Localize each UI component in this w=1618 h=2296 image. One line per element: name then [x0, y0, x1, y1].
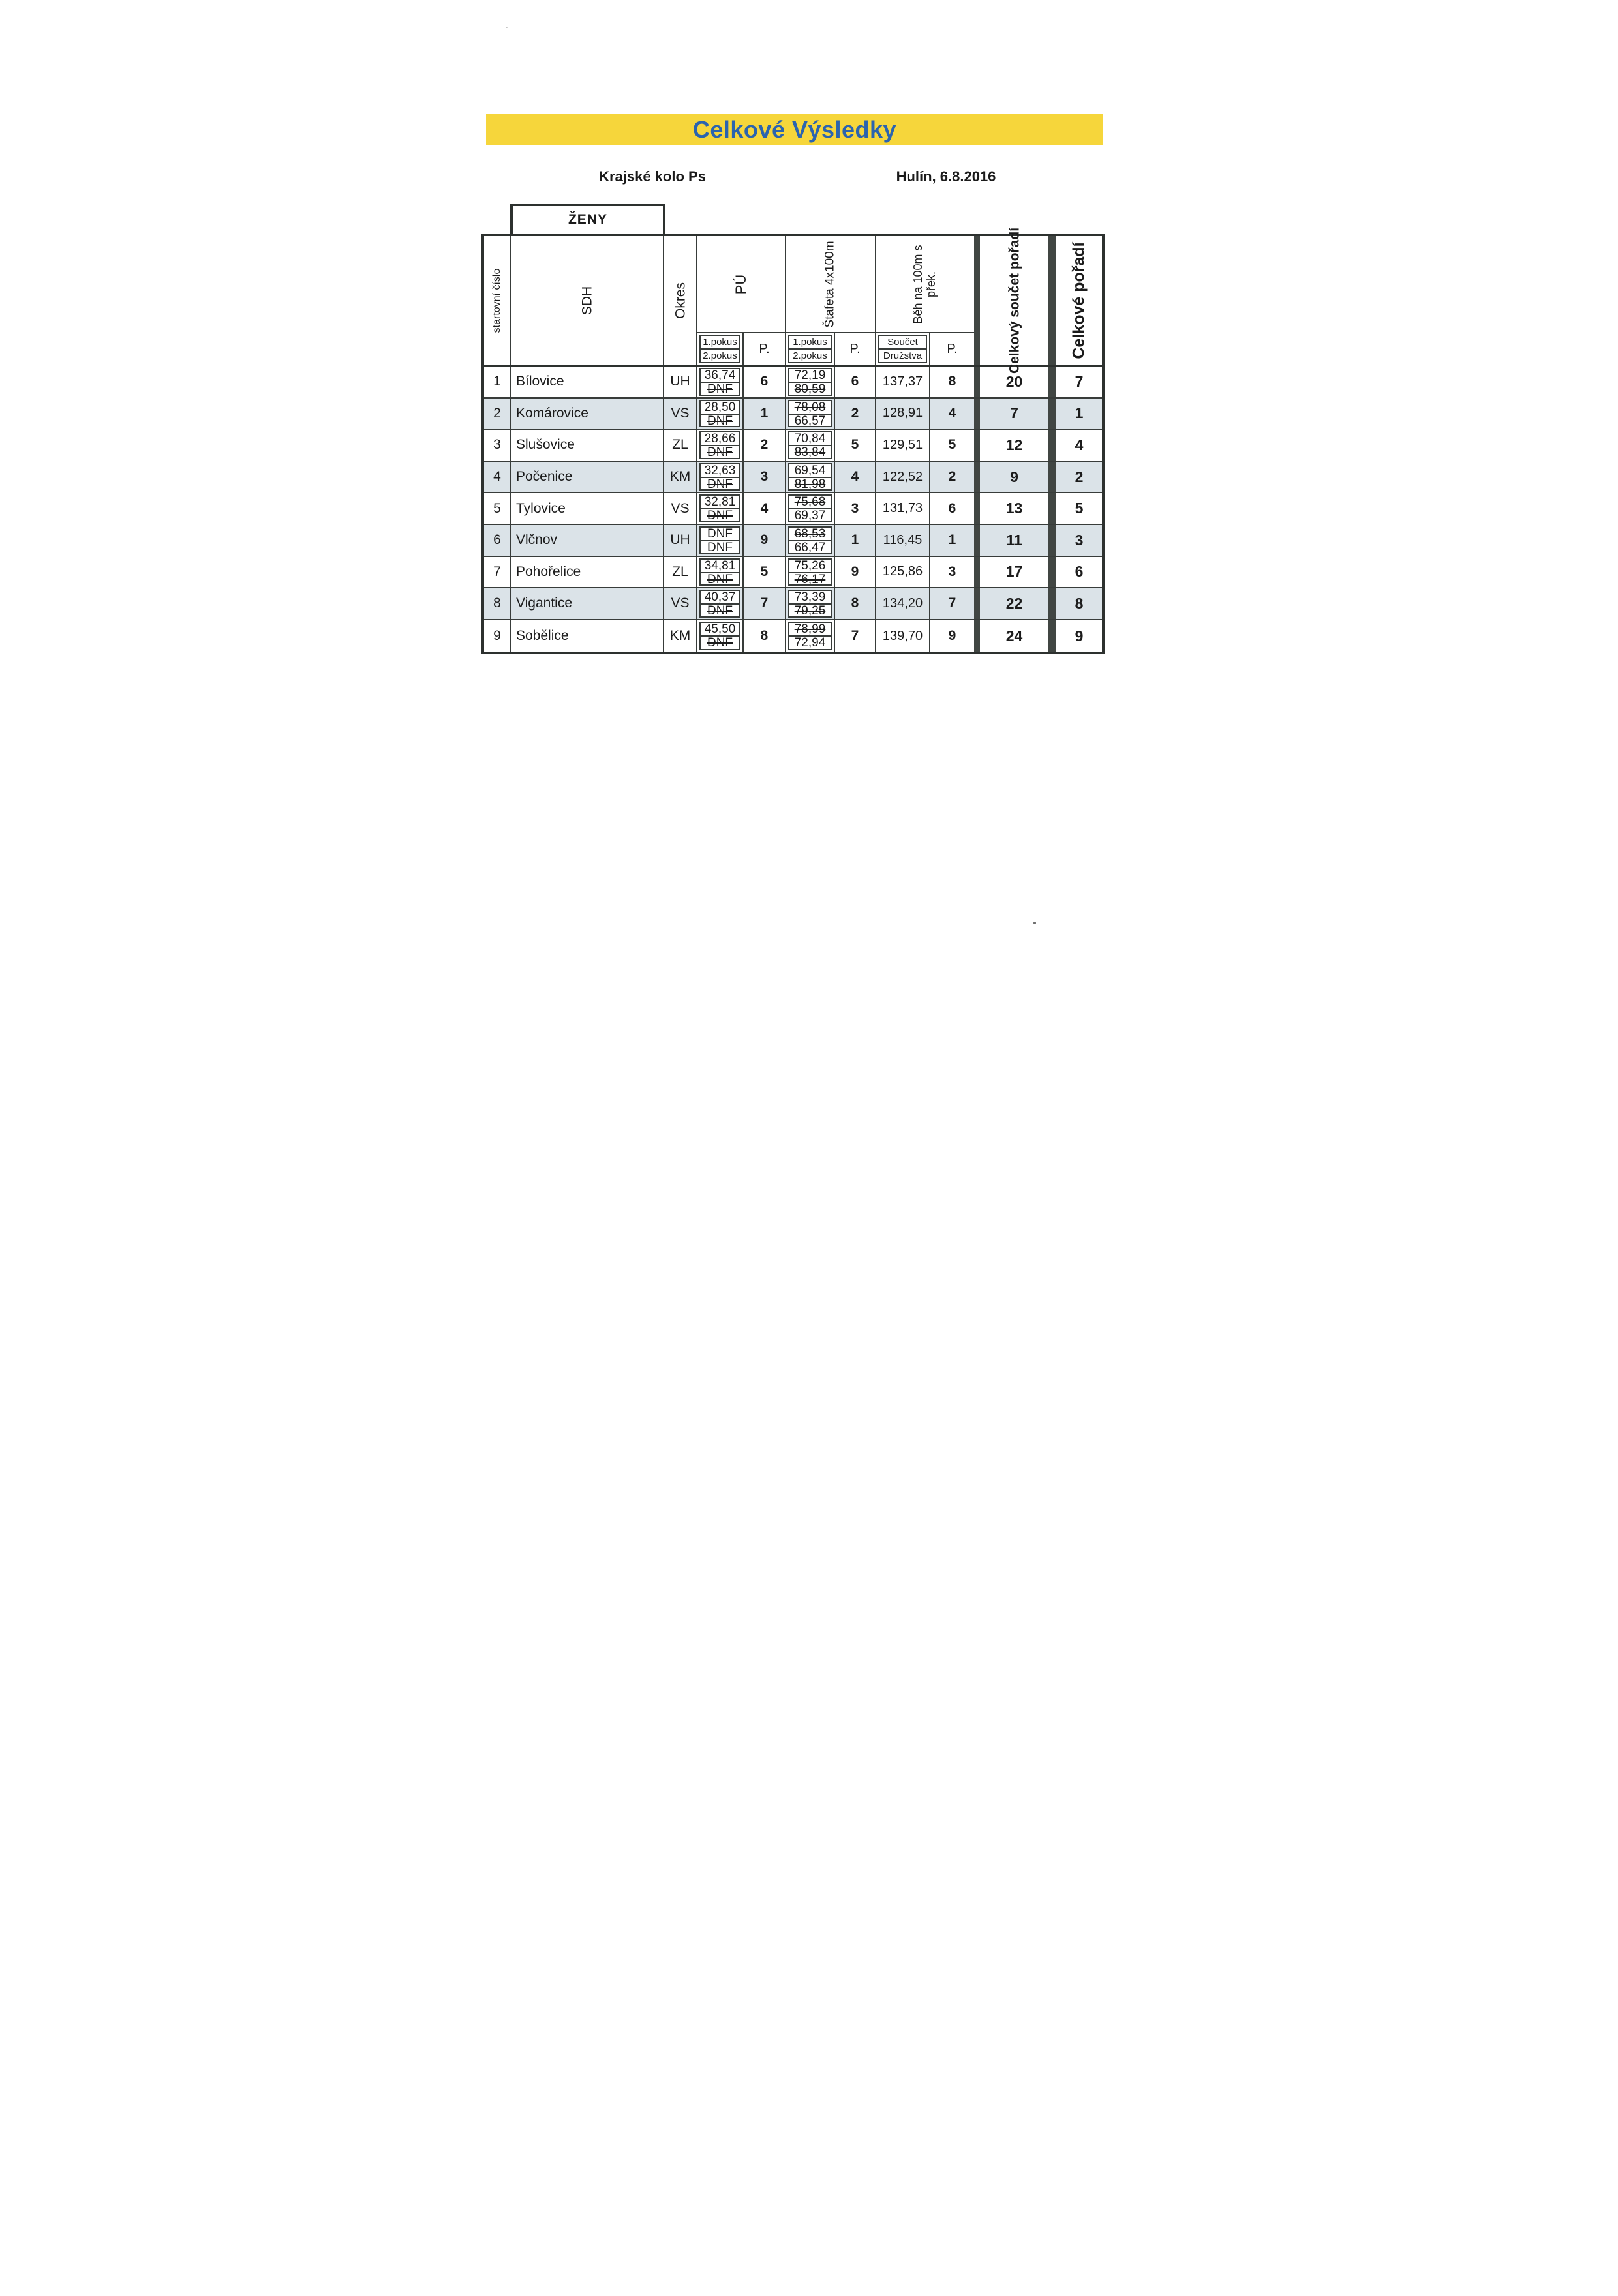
- pu-rank-cell: 9: [744, 525, 786, 556]
- pu-attempts-cell: [697, 493, 744, 524]
- table-row: [484, 399, 1102, 430]
- relay-rank-cell: 2: [835, 399, 876, 429]
- total-points-cell: 7: [980, 399, 1048, 429]
- relay-attempt-1: 78,99: [789, 623, 831, 637]
- pu-attempt-box: [699, 431, 740, 459]
- attempt1-label: 1.pokus: [789, 336, 831, 350]
- start-number-cell: 8: [484, 588, 511, 619]
- separator-bar: [974, 620, 980, 652]
- table-row: [484, 620, 1102, 652]
- relay-attempt-1: 75,68: [789, 496, 831, 509]
- team-name-cell: Vigantice: [511, 588, 664, 619]
- pu-rank-cell: 7: [744, 588, 786, 619]
- pu-attempt-box: [699, 526, 740, 554]
- district-cell: KM: [664, 620, 697, 652]
- header-group-run: [876, 236, 974, 365]
- relay-attempt-box: [788, 463, 832, 491]
- header-overall-rank: [1056, 236, 1102, 365]
- pu-attempt-1: 40,37: [701, 591, 739, 605]
- relay-attempt-box: [788, 622, 832, 651]
- overall-rank-cell: 1: [1056, 399, 1102, 429]
- relay-attempts-cell: [786, 367, 835, 397]
- team-name-cell: Slušovice: [511, 430, 664, 461]
- pu-attempt-1: 45,50: [701, 623, 739, 637]
- separator-bar: [974, 557, 980, 588]
- overall-rank-cell: 2: [1056, 462, 1102, 492]
- separator-bar: [1048, 367, 1056, 397]
- attempt2-label: 2.pokus: [703, 350, 737, 361]
- pu-rank-cell: 3: [744, 462, 786, 492]
- run-sum-cell: 129,51: [876, 430, 930, 461]
- separator-bar: [1048, 236, 1056, 365]
- pu-attempt-2: DNF: [707, 604, 733, 618]
- overall-rank-cell: 8: [1056, 588, 1102, 619]
- header-relay: [786, 236, 875, 333]
- relay-attempt-1: 78,08: [789, 401, 831, 415]
- scanned-results-page: [404, 0, 1214, 1148]
- pu-rank-cell: 2: [744, 430, 786, 461]
- separator-bar: [974, 430, 980, 461]
- table-body: [484, 367, 1102, 652]
- relay-attempt-box: [788, 431, 832, 459]
- relay-rank-cell: 7: [835, 620, 876, 652]
- district-cell: KM: [664, 462, 697, 492]
- header-overall-rank-label: Celkové pořadí: [1069, 241, 1088, 359]
- start-number-cell: 4: [484, 462, 511, 492]
- overall-rank-cell: 9: [1075, 627, 1084, 644]
- team-name-cell: Počenice: [511, 462, 664, 492]
- relay-rank-cell: 1: [835, 525, 876, 556]
- relay-attempt-1: 73,39: [789, 591, 831, 605]
- run-rank-cell: 6: [948, 500, 956, 516]
- separator-bar: [1048, 493, 1056, 524]
- separator-bar: [974, 588, 980, 619]
- category-label: ŽENY: [568, 212, 607, 227]
- header-relay-subrow: [786, 333, 875, 365]
- relay-rank-cell: 9: [835, 557, 876, 588]
- total-points-cell: 13: [1005, 500, 1023, 517]
- table-row: [484, 430, 1102, 462]
- separator-bar: [1048, 588, 1056, 619]
- table-header: [484, 227, 1102, 374]
- run-rank-cell: 8: [948, 374, 956, 389]
- pu-rank-cell: 6: [744, 367, 786, 397]
- pu-rank-cell: 4: [744, 493, 786, 524]
- overall-rank-cell: 3: [1056, 525, 1102, 556]
- pu-attempts-cell: [697, 367, 744, 397]
- pu-rank-cell: 1: [744, 399, 786, 429]
- pu-attempts-cell: [697, 525, 744, 556]
- relay-rank-cell: 8: [835, 588, 876, 619]
- header-relay-label: Štafeta 4x100m: [823, 240, 837, 328]
- separator-bar: [1048, 557, 1056, 588]
- run-rank-cell: 5: [948, 437, 956, 453]
- relay-attempt-box: [788, 368, 832, 396]
- event-name: Krajské kolo Ps: [599, 168, 706, 185]
- relay-attempt-1: 70,84: [789, 432, 831, 446]
- category-box: [510, 204, 665, 236]
- run-sum-header-box: [878, 335, 927, 363]
- relay-attempt-box: [788, 400, 832, 428]
- team-name-cell: Sobělice: [511, 620, 664, 652]
- total-points-cell: 20: [1005, 372, 1023, 390]
- relay-attempt-2: 81,98: [794, 477, 826, 491]
- scan-speck: [1033, 922, 1036, 924]
- team-name-cell: Bílovice: [511, 367, 664, 397]
- relay-attempt-1: 72,19: [789, 369, 831, 383]
- pu-attempt-box: [699, 400, 740, 428]
- header-relay-attempts: [786, 333, 835, 365]
- total-points-cell: 17: [1005, 563, 1023, 581]
- run-sum-cell: 125,86: [876, 557, 930, 588]
- table-row: [484, 525, 1102, 557]
- pu-attempt-1: DNF: [701, 528, 739, 541]
- pu-attempt-1: 32,63: [701, 464, 739, 478]
- run-rank-cell: 3: [948, 564, 956, 579]
- district-cell: UH: [664, 367, 697, 397]
- pu-attempt-1: 32,81: [701, 496, 739, 509]
- relay-attempts-cell: [786, 462, 835, 492]
- relay-rank-cell: 6: [835, 367, 876, 397]
- team-name-cell: Komárovice: [511, 399, 664, 429]
- relay-attempt-2: 66,57: [794, 414, 826, 428]
- total-points-cell: 9: [980, 462, 1048, 492]
- run-rank-cell: 1: [930, 525, 974, 556]
- header-run-label: Běh na 100m s přek.: [911, 244, 938, 324]
- pu-attempt-2: DNF: [707, 636, 733, 650]
- start-number-cell: 7: [484, 557, 511, 588]
- table-row: [484, 367, 1102, 399]
- sum-teams-label: Družstva: [883, 350, 923, 361]
- header-run: [876, 236, 974, 333]
- run-sum-cell: 131,73: [876, 493, 930, 524]
- relay-attempts-cell: [786, 430, 835, 461]
- pu-attempts-cell: [697, 620, 744, 652]
- start-number-cell: 1: [484, 367, 511, 397]
- relay-attempt-box: [788, 494, 832, 522]
- separator-bar: [1048, 525, 1056, 556]
- team-name-cell: Tylovice: [511, 493, 664, 524]
- event-location-date: Hulín, 6.8.2016: [896, 168, 996, 185]
- pu-attempts-cell: [697, 430, 744, 461]
- table-row: [484, 462, 1102, 494]
- relay-attempt-box: [788, 526, 832, 554]
- district-cell: ZL: [664, 557, 697, 588]
- pu-attempt-2: DNF: [707, 540, 733, 554]
- overall-rank-cell: 5: [1075, 500, 1084, 517]
- header-group-pu: [697, 236, 786, 365]
- run-sum-cell: 116,45: [876, 525, 930, 556]
- district-cell: VS: [664, 588, 697, 619]
- overall-rank-cell: 6: [1075, 563, 1084, 581]
- run-sum-cell: 128,91: [876, 399, 930, 429]
- pu-attempt-box: [699, 368, 740, 396]
- pu-attempt-1: 36,74: [701, 369, 739, 383]
- pu-attempt-2: DNF: [707, 382, 733, 396]
- run-rank-cell: 2: [930, 462, 974, 492]
- district-cell: ZL: [664, 430, 697, 461]
- relay-rank-cell: 3: [835, 493, 876, 524]
- relay-attempt-2: 69,37: [794, 509, 826, 523]
- header-total-sum-label: Celkový součet pořadí: [1006, 227, 1022, 374]
- pu-attempts-cell: [697, 557, 744, 588]
- relay-attempt-2: 83,84: [794, 446, 826, 460]
- start-number-cell: 9: [484, 620, 511, 652]
- pu-attempt-2: DNF: [707, 446, 733, 460]
- start-number-cell: 2: [484, 399, 511, 429]
- relay-attempt-1: 68,53: [789, 528, 831, 541]
- relay-rank-cell: 4: [835, 462, 876, 492]
- header-run-subrow: [876, 333, 974, 365]
- relay-attempt-1: 75,26: [789, 560, 831, 573]
- start-number-cell: 3: [484, 430, 511, 461]
- header-pu-attempts: [697, 333, 744, 365]
- header-total-sum: [980, 227, 1048, 374]
- overall-rank-cell: 7: [1075, 372, 1084, 390]
- header-district-label: Okres: [672, 282, 688, 319]
- total-points-cell: 24: [1005, 627, 1023, 644]
- relay-attempt-box: [788, 558, 832, 586]
- pu-attempt-1: 34,81: [701, 560, 739, 573]
- relay-attempt-2: 66,47: [794, 540, 826, 554]
- header-run-rank-label: P.: [947, 341, 958, 356]
- relay-attempts-cell: [786, 557, 835, 588]
- separator-bar: [974, 462, 980, 492]
- run-rank-cell: 4: [930, 399, 974, 429]
- run-sum-cell: 139,70: [876, 620, 930, 652]
- relay-attempts-cell: [786, 525, 835, 556]
- team-name-cell: Pohořelice: [511, 557, 664, 588]
- header-team-label: SDH: [579, 286, 595, 315]
- header-start-number: [484, 236, 511, 365]
- start-number-cell: 5: [484, 493, 511, 524]
- pu-attempt-1: 28,66: [701, 432, 739, 446]
- pu-attempts-cell: [697, 588, 744, 619]
- pu-attempt-box: [699, 590, 740, 618]
- total-points-cell: 11: [980, 525, 1048, 556]
- relay-attempt-2: 79,25: [794, 604, 826, 618]
- header-pu: [697, 236, 785, 333]
- pu-attempt-2: DNF: [707, 509, 733, 523]
- separator-bar: [1048, 399, 1056, 429]
- separator-bar: [974, 525, 980, 556]
- sum-label: Součet: [879, 336, 926, 350]
- pu-rank-cell: 8: [744, 620, 786, 652]
- run-sum-cell: 137,37: [876, 367, 930, 397]
- relay-attempts-cell: [786, 588, 835, 619]
- overall-rank-cell: 4: [1075, 436, 1084, 453]
- start-number-cell: 6: [484, 525, 511, 556]
- separator-bar: [1048, 620, 1056, 652]
- run-sum-cell: 122,52: [876, 462, 930, 492]
- table-row: [484, 493, 1102, 525]
- header-pu-rank-label: P.: [759, 341, 770, 356]
- total-points-cell: 12: [1005, 436, 1023, 453]
- page-title: Celkové Výsledky: [692, 115, 897, 143]
- district-cell: VS: [664, 399, 697, 429]
- relay-attempt-header-box: [788, 335, 832, 363]
- header-run-sum: [876, 333, 930, 365]
- run-sum-cell: 134,20: [876, 588, 930, 619]
- header-pu-subrow: [697, 333, 785, 365]
- scan-speck: [506, 27, 508, 28]
- pu-attempt-header-box: [699, 335, 740, 363]
- pu-attempt-2: DNF: [707, 572, 733, 586]
- relay-attempt-2: 76,17: [794, 572, 826, 586]
- team-name-cell: Vlčnov: [511, 525, 664, 556]
- relay-attempt-2: 72,94: [794, 636, 826, 650]
- relay-attempts-cell: [786, 399, 835, 429]
- table-row: [484, 588, 1102, 620]
- header-team: [511, 236, 664, 365]
- pu-attempt-1: 28,50: [701, 401, 739, 415]
- relay-rank-cell: 5: [835, 430, 876, 461]
- relay-attempts-cell: [786, 493, 835, 524]
- pu-attempts-cell: [697, 399, 744, 429]
- relay-attempt-box: [788, 590, 832, 618]
- header-pu-label: PÚ: [732, 274, 749, 294]
- pu-attempt-box: [699, 622, 740, 651]
- attempt1-label: 1.pokus: [701, 336, 739, 350]
- total-points-cell: 22: [980, 588, 1048, 619]
- pu-attempt-2: DNF: [707, 477, 733, 491]
- pu-attempt-box: [699, 558, 740, 586]
- header-start-number-label: startovní číslo: [491, 268, 503, 333]
- district-cell: UH: [664, 525, 697, 556]
- separator-bar: [1048, 430, 1056, 461]
- title-banner: [486, 114, 1103, 145]
- separator-bar: [974, 493, 980, 524]
- table-row: [484, 557, 1102, 589]
- run-rank-cell: 9: [948, 628, 956, 644]
- relay-attempt-1: 69,54: [789, 464, 831, 478]
- attempt2-label: 2.pokus: [793, 350, 827, 361]
- header-group-relay: [786, 236, 876, 365]
- pu-attempt-box: [699, 494, 740, 522]
- separator-bar: [1048, 462, 1056, 492]
- run-rank-cell: 7: [930, 588, 974, 619]
- pu-attempts-cell: [697, 462, 744, 492]
- separator-bar: [974, 399, 980, 429]
- pu-attempt-box: [699, 463, 740, 491]
- results-table: [481, 227, 1105, 654]
- header-relay-rank-label: P.: [849, 341, 861, 356]
- separator-bar: [974, 367, 980, 397]
- relay-attempts-cell: [786, 620, 835, 652]
- header-district: [664, 236, 697, 365]
- pu-rank-cell: 5: [744, 557, 786, 588]
- district-cell: VS: [664, 493, 697, 524]
- pu-attempt-2: DNF: [707, 414, 733, 428]
- relay-attempt-2: 80,59: [794, 382, 826, 396]
- separator-bar: [974, 236, 980, 365]
